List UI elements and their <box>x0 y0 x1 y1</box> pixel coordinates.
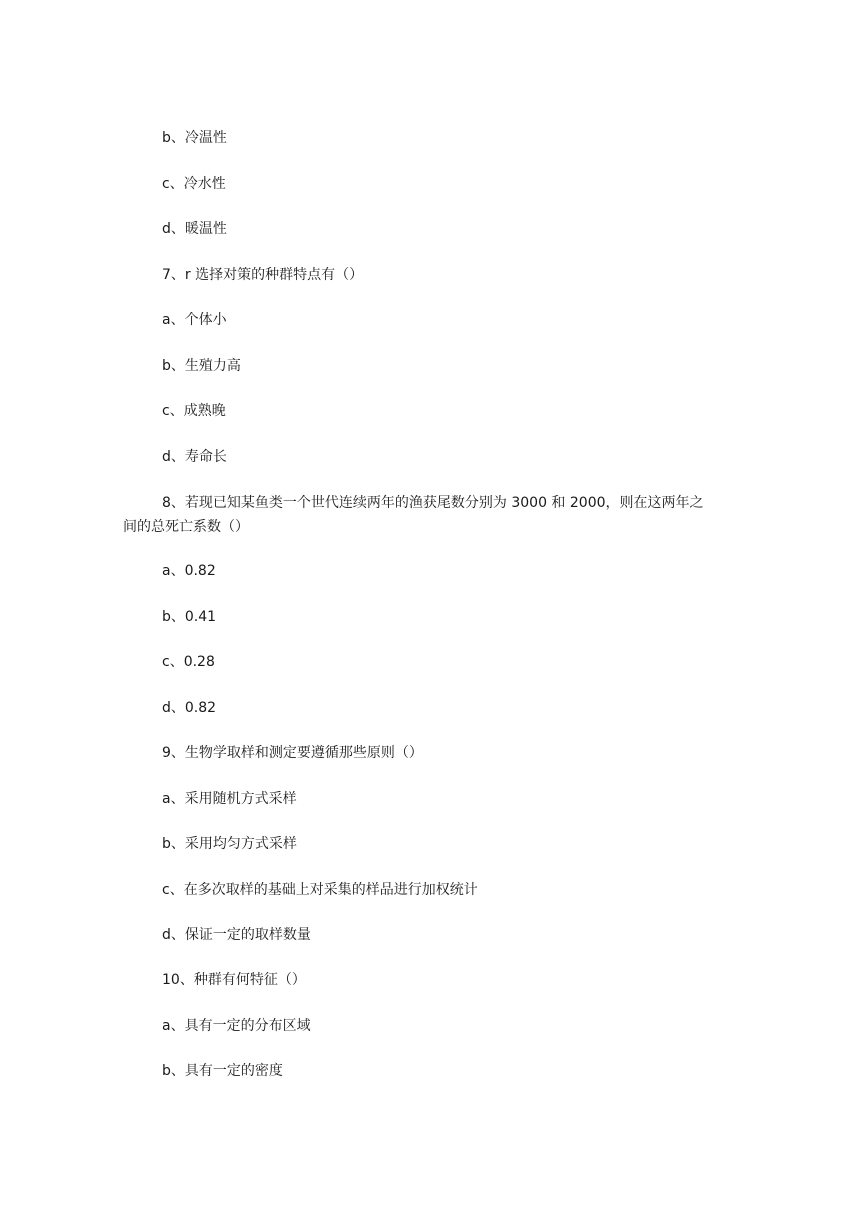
q8-option-a: a、0.82 <box>162 563 216 579</box>
question-8 <box>123 491 743 539</box>
option-b-cold-temperate: b、冷温性 <box>162 130 227 146</box>
option-d-warm-temperate: d、暖温性 <box>162 221 227 237</box>
q8-option-b: b、0.41 <box>162 609 217 625</box>
option-c-cold-water: c、冷水性 <box>162 176 226 192</box>
question-9: 9、生物学取样和测定要遵循那些原则（） <box>162 745 423 761</box>
question-8-line-2: 间的总死亡系数（） <box>123 519 249 535</box>
question-8-line-1: 8、若现已知某鱼类一个世代连续两年的渔获尾数分别为 3000 和 2000，则在这两年之 <box>162 495 704 511</box>
q9-option-d: d、保证一定的取样数量 <box>162 927 311 943</box>
q9-option-c: c、在多次取样的基础上对采集的样品进行加权统计 <box>162 882 478 898</box>
q7-option-b: b、生殖力高 <box>162 358 241 374</box>
q10-option-a: a、具有一定的分布区域 <box>162 1018 311 1034</box>
q9-option-a: a、采用随机方式采样 <box>162 791 297 807</box>
question-7: 7、r 选择对策的种群特点有（） <box>162 267 364 283</box>
q10-option-b: b、具有一定的密度 <box>162 1063 283 1079</box>
q8-option-d: d、0.82 <box>162 700 217 716</box>
q9-option-b: b、采用均匀方式采样 <box>162 836 297 852</box>
q8-option-c: c、0.28 <box>162 654 215 670</box>
q7-option-a: a、个体小 <box>162 312 227 328</box>
question-10: 10、种群有何特征（） <box>162 972 306 988</box>
q7-option-c: c、成熟晚 <box>162 403 226 419</box>
q7-option-d: d、寿命长 <box>162 449 227 465</box>
